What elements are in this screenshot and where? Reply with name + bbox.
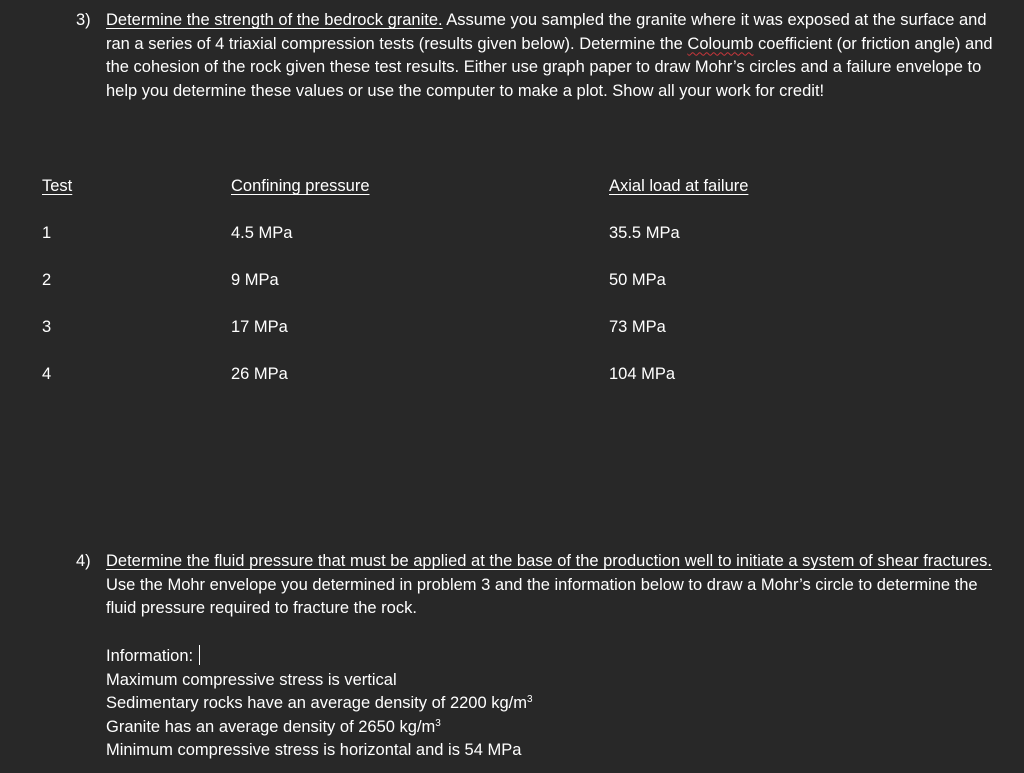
text-cursor [199, 645, 200, 665]
question-3-text-b: coefficient (or friction angle) and the cohesion of the rock given these test results. Either use graph paper to draw Mohr’s circles and a failure envelope to help you determine these values or use the computer to make a plot. Show all your work for credit! [106, 34, 993, 100]
header-axial-load: Axial load at failure [609, 177, 749, 195]
question-3-number: 3) [76, 11, 91, 29]
information-label: Information: [106, 647, 194, 665]
info-line-text: Granite has an average density of 2650 kg/m [106, 717, 436, 736]
confining-pressure: 9 MPa [231, 271, 279, 289]
information-label-line[interactable] [106, 645, 1006, 669]
test-number: 3 [42, 318, 52, 336]
question-3-body [106, 9, 1006, 103]
axial-load: 104 MPa [609, 365, 676, 383]
question-3-text-a: Assume you sampled the granite where it was exposed at the surface and ran a series of 4 triaxial compression tests (results given below). Determine the [106, 11, 987, 53]
test-number: 1 [42, 224, 52, 242]
superscript: 3 [435, 717, 441, 729]
header-confining-pressure: Confining pressure [231, 177, 370, 195]
axial-load: 50 MPa [609, 271, 666, 289]
header-test: Test [42, 177, 73, 195]
info-line [106, 692, 1006, 716]
question-4-title: Determine the fluid pressure that must be applied at the base of the production well to initiate a system of shear fractures. [106, 552, 992, 570]
test-number: 4 [42, 365, 52, 383]
info-line: Minimum compressive stress is horizontal and is 54 MPa [106, 741, 522, 759]
confining-pressure: 4.5 MPa [231, 224, 293, 242]
test-number: 2 [42, 271, 52, 289]
info-line [106, 716, 1006, 740]
misspelled-word[interactable]: Coloumb [687, 34, 754, 53]
axial-load: 35.5 MPa [609, 224, 680, 242]
info-line: Maximum compressive stress is vertical [106, 670, 397, 689]
question-4-number: 4) [76, 552, 91, 570]
info-line-text: Sedimentary rocks have an average density of 2200 kg/m [106, 694, 527, 712]
superscript: 3 [526, 694, 533, 705]
information-block [106, 645, 1006, 763]
question-4-body [106, 550, 1006, 621]
question-3-title: Determine the strength of the bedrock granite. [106, 11, 443, 29]
confining-pressure: 26 MPa [231, 365, 288, 383]
axial-load: 73 MPa [609, 318, 666, 336]
question-4-text: Use the Mohr envelope you determined in problem 3 and the information below to draw a Mohr’s circle to determine the fluid pressure required to fracture the rock. [106, 575, 978, 617]
confining-pressure: 17 MPa [231, 318, 288, 336]
